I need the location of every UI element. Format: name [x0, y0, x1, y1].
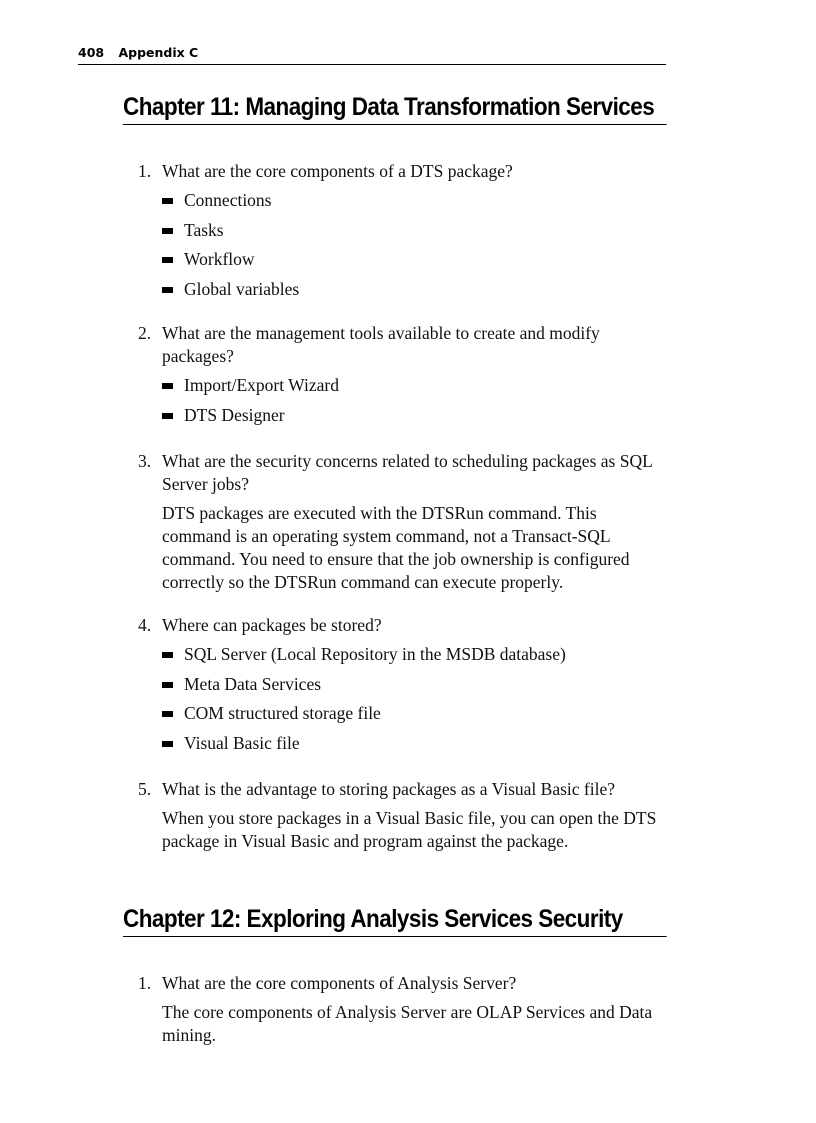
bullet-text: Visual Basic file [184, 732, 300, 753]
bullet-item [162, 702, 668, 732]
ch11-question-2 [138, 322, 668, 433]
square-bullet-icon [162, 413, 173, 419]
ch11-question-5 [138, 778, 668, 853]
square-bullet-icon [162, 257, 173, 263]
page-number: 408 [78, 45, 105, 60]
bullet-text: SQL Server (Local Repository in the MSDB database) [184, 644, 566, 664]
square-bullet-icon [162, 682, 173, 688]
bullet-text: DTS Designer [184, 404, 285, 425]
answer-text: DTS packages are executed with the DTSRun command. This command is an operating system command, not a Transact-SQL command. You need to ensure that the job ownership is configured correctly so the DTSRun command can execute properly. [162, 503, 630, 592]
question-number: 1. [138, 161, 152, 181]
bullet-text: Meta Data Services [184, 673, 322, 694]
bullet-text: Global variables [184, 278, 300, 299]
square-bullet-icon [162, 198, 173, 204]
bullet-item [162, 248, 668, 278]
square-bullet-icon [162, 228, 173, 234]
bullet-item [162, 189, 668, 219]
ch11-question-1 [138, 160, 668, 307]
ch11-question-3 [138, 450, 668, 594]
bullet-item [162, 404, 668, 434]
square-bullet-icon [162, 741, 173, 747]
answer-bullet-list [162, 189, 668, 307]
chapter-11-title: Chapter 11: Managing Data Transformation Services [123, 92, 667, 125]
bullet-text: COM structured storage file [184, 703, 381, 723]
question-number: 2. [138, 323, 152, 343]
question-number: 4. [138, 615, 152, 635]
question-text: What are the core components of Analysis Server? [162, 973, 517, 993]
square-bullet-icon [162, 711, 173, 717]
chapter-12-title: Chapter 12: Exploring Analysis Services Security [123, 904, 667, 937]
question-number: 3. [138, 451, 152, 471]
square-bullet-icon [162, 652, 173, 658]
bullet-item [162, 374, 668, 404]
bullet-text: Import/Export Wizard [184, 375, 339, 395]
bullet-item [162, 732, 668, 762]
square-bullet-icon [162, 287, 173, 293]
question-text: What are the core components of a DTS package? [162, 161, 513, 181]
question-number: 1. [138, 973, 152, 993]
question-number: 5. [138, 779, 152, 799]
ch11-question-4 [138, 614, 668, 761]
bullet-item [162, 219, 668, 249]
ch12-question-1 [138, 972, 668, 1047]
answer-bullet-list [162, 374, 668, 433]
bullet-text: Tasks [184, 219, 224, 240]
answer-text: The core components of Analysis Server are OLAP Services and Data mining. [162, 1002, 653, 1045]
bullet-item [162, 643, 668, 673]
bullet-text: Workflow [184, 249, 255, 269]
running-head [78, 44, 666, 65]
answer-text: When you store packages in a Visual Basic file, you can open the DTS package in Visual Basic and program against the package. [162, 808, 657, 851]
square-bullet-icon [162, 383, 173, 389]
question-text: What are the management tools available to create and modify packages? [162, 323, 600, 366]
question-text: What are the security concerns related to scheduling packages as SQL Server jobs? [162, 451, 653, 494]
bullet-item [162, 278, 668, 308]
bullet-text: Connections [184, 190, 272, 210]
bullet-item [162, 673, 668, 703]
question-text: What is the advantage to storing packages as a Visual Basic file? [162, 779, 615, 799]
running-head-section: Appendix C [118, 45, 199, 60]
question-text: Where can packages be stored? [162, 615, 382, 635]
answer-bullet-list [162, 643, 668, 761]
